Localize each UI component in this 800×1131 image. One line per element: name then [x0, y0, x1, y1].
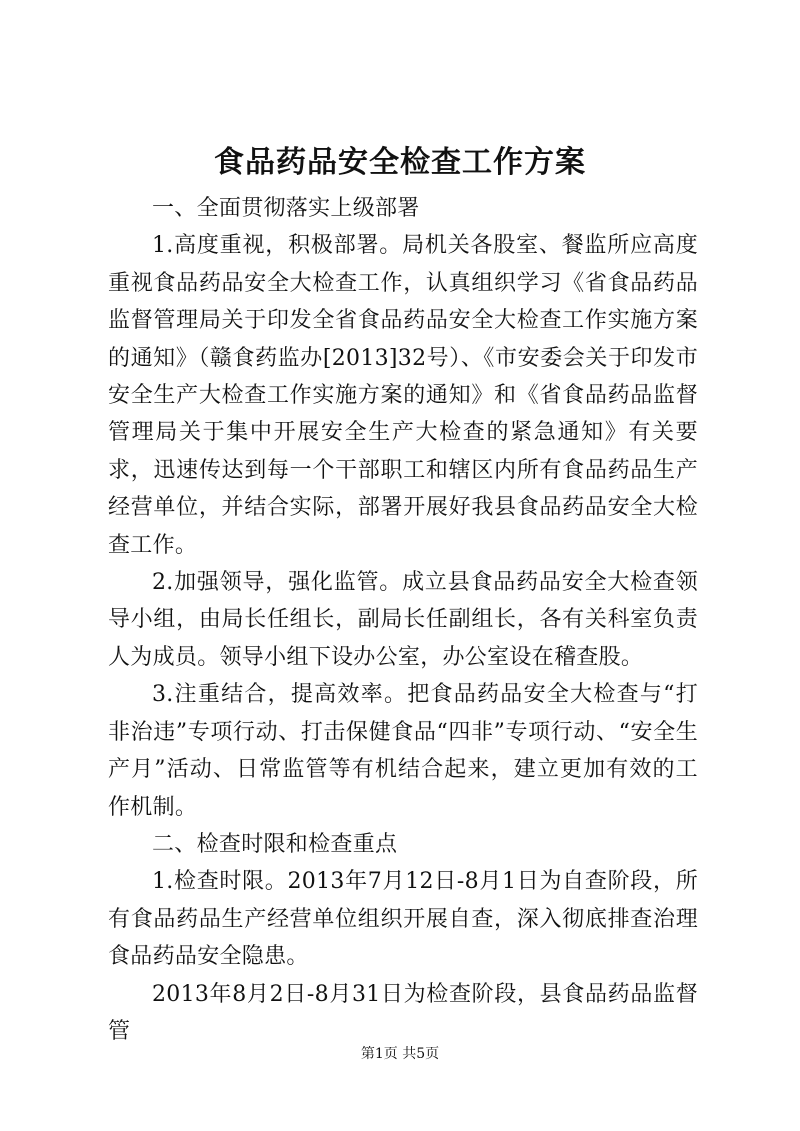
page-footer: 第1页 共5页: [360, 1046, 440, 1062]
paragraph-leadership: 2.加强领导，强化监管。成立县食品药品安全大检查领导小组，由局长任组长，副局长任副组长，各有关科室负责人为成员。领导小组下设办公室，办公室设在稽查股。: [108, 570, 698, 670]
paragraph-deployment: 1.高度重视，积极部署。局机关各股室、餐监所应高度重视食品药品安全大检查工作，认真组织学习《省食品药品监督管理局关于印发全省食品药品安全大检查工作实施方案的通知》（赣食药监办[2013]32号）、《市安委会关于印发市安全生产大检查工作实施方案的通知》和《省食品药品监督管理局关于集中开展安全生产大检查的紧急通知》有关要求，迅速传达到每一个干部职工和辖区内所有食品药品生产经营单位，并结合实际，部署开展好我县食品药品安全大检查工作。: [108, 233, 698, 558]
section-heading-1: 一、全面贯彻落实上级部署: [152, 196, 420, 221]
paragraph-time-limit: 1.检查时限。2013年7月12日-8月1日为自查阶段，所有食品药品生产经营单位组织开展自查，深入彻底排查治理食品药品安全隐患。: [108, 869, 698, 970]
section-heading-2: 二、检查时限和检查重点: [152, 831, 398, 857]
document-title: 食品药品安全检查工作方案: [214, 145, 586, 180]
paragraph-integration: 3.注重结合，提高效率。把食品药品安全大检查与“打非治违”专项行动、打击保健食品“四非”专项行动、“安全生产月”活动、日常监管等有机结合起来，建立更加有效的工作机制。: [108, 682, 698, 820]
document-body: [108, 190, 698, 1050]
paragraph-inspection-stage: 2013年8月2日-8月31日为检查阶段，县食品药品监督管: [108, 981, 698, 1044]
